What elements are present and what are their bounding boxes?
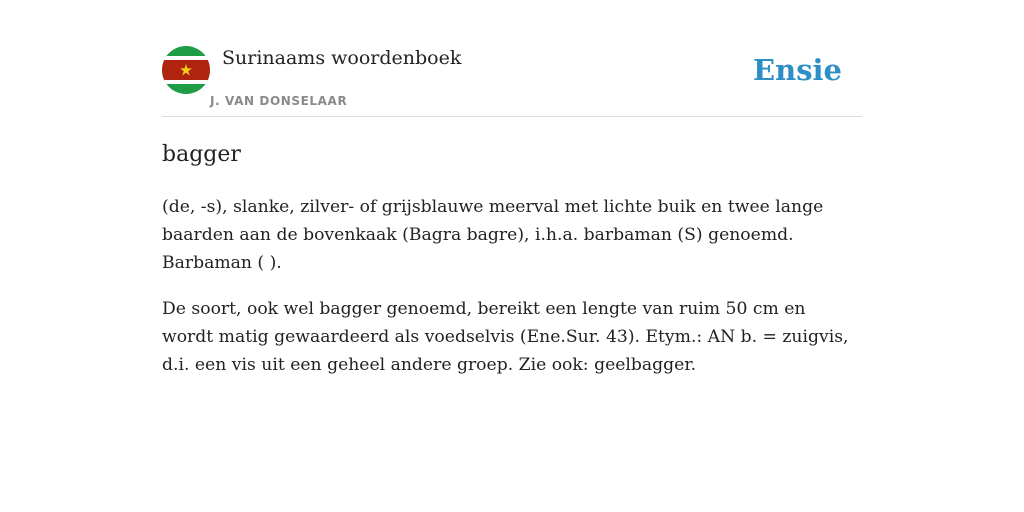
entry-definition [162, 193, 862, 397]
book-title[interactable]: Surinaams woordenboek [222, 47, 462, 69]
definition-paragraph: De soort, ook wel bagger genoemd, bereikt een lengte van ruim 50 cm en wordt matig gewaardeerd als voedselvis (Ene.Sur. 43). Etym.: AN b. = zuigvis, d.i. een vis uit een geheel andere groep. Zie ook: geelbagger. [162, 299, 849, 375]
flag-graphic [162, 46, 210, 94]
book-author: J. VAN DONSELAAR [210, 94, 348, 108]
entry-headword: bagger [162, 142, 241, 167]
dictionary-header [162, 46, 862, 117]
suriname-flag-icon [162, 46, 210, 94]
ensie-logo-link[interactable]: Ensie [753, 53, 842, 87]
definition-paragraph: (de, -s), slanke, zilver- of grijsblauwe meerval met lichte buik en twee lange baarden aan de bovenkaak (Bagra bagre), i.h.a. barbaman (S) genoemd. Barbaman ( ). [162, 197, 824, 273]
